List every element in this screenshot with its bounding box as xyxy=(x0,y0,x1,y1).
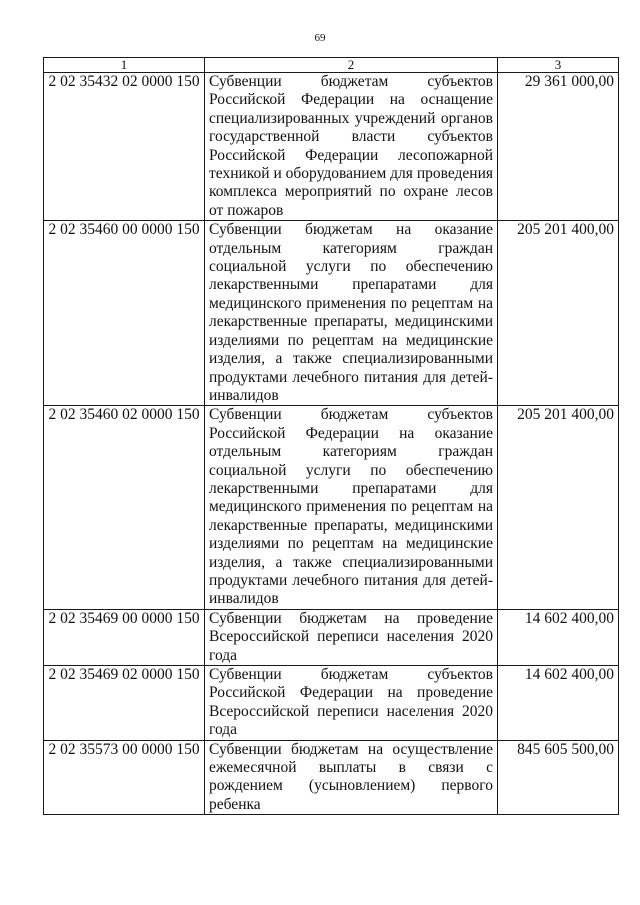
row-code: 2 02 35460 00 0000 150 xyxy=(44,221,205,406)
row-description: Субвенции бюджетам на осуществление ежемесячной выплаты в связи с рождением (усыновлением) первого ребенка xyxy=(205,740,498,815)
table-row xyxy=(44,73,619,221)
row-description: Субвенции бюджетам субъектов Российской Федерации на оказание отдельным категориям граждан социальной услуги по обеспечению лекарственными препаратами для медицинского применения по рецептам на лекарственные препараты, медицинскими изделиями по рецептам на медицинские изделия, а также специализированными продуктами лечебного питания для детей-инвалидов xyxy=(205,406,498,609)
column-header-code: 1 xyxy=(44,58,205,73)
row-code: 2 02 35460 02 0000 150 xyxy=(44,406,205,609)
budget-table xyxy=(43,57,619,815)
row-description: Субвенции бюджетам субъектов Российской Федерации на проведение Всероссийской переписи населения 2020 года xyxy=(205,666,498,741)
table-row xyxy=(44,609,619,665)
table-row xyxy=(44,221,619,406)
row-description: Субвенции бюджетам субъектов Российской Федерации на оснащение специализированных учреждений органов государственной власти субъектов Российской Федерации лесопожарной техникой и оборудованием для проведения комплекса мероприятий по охране лесов от пожаров xyxy=(205,73,498,221)
column-header-amount: 3 xyxy=(498,58,619,73)
column-header-description: 2 xyxy=(205,58,498,73)
row-amount: 29 361 000,00 xyxy=(498,73,619,221)
table-row xyxy=(44,666,619,741)
row-description: Субвенции бюджетам на проведение Всероссийской переписи населения 2020 года xyxy=(205,609,498,665)
row-code: 2 02 35432 02 0000 150 xyxy=(44,73,205,221)
row-code: 2 02 35469 02 0000 150 xyxy=(44,666,205,741)
table-header-row xyxy=(44,58,619,73)
row-code: 2 02 35573 00 0000 150 xyxy=(44,740,205,815)
row-code: 2 02 35469 00 0000 150 xyxy=(44,609,205,665)
row-amount: 205 201 400,00 xyxy=(498,221,619,406)
page-number: 69 xyxy=(314,32,326,44)
row-description: Субвенции бюджетам на оказание отдельным категориям граждан социальной услуги по обеспечению лекарственными препаратами для медицинского применения по рецептам на лекарственные препараты, медицинскими изделиями по рецептам на медицинские изделия, а также специализированными продуктами лечебного питания для детей-инвалидов xyxy=(205,221,498,406)
table-row xyxy=(44,740,619,815)
row-amount: 14 602 400,00 xyxy=(498,609,619,665)
row-amount: 14 602 400,00 xyxy=(498,666,619,741)
table-row xyxy=(44,406,619,609)
row-amount: 205 201 400,00 xyxy=(498,406,619,609)
row-amount: 845 605 500,00 xyxy=(498,740,619,815)
